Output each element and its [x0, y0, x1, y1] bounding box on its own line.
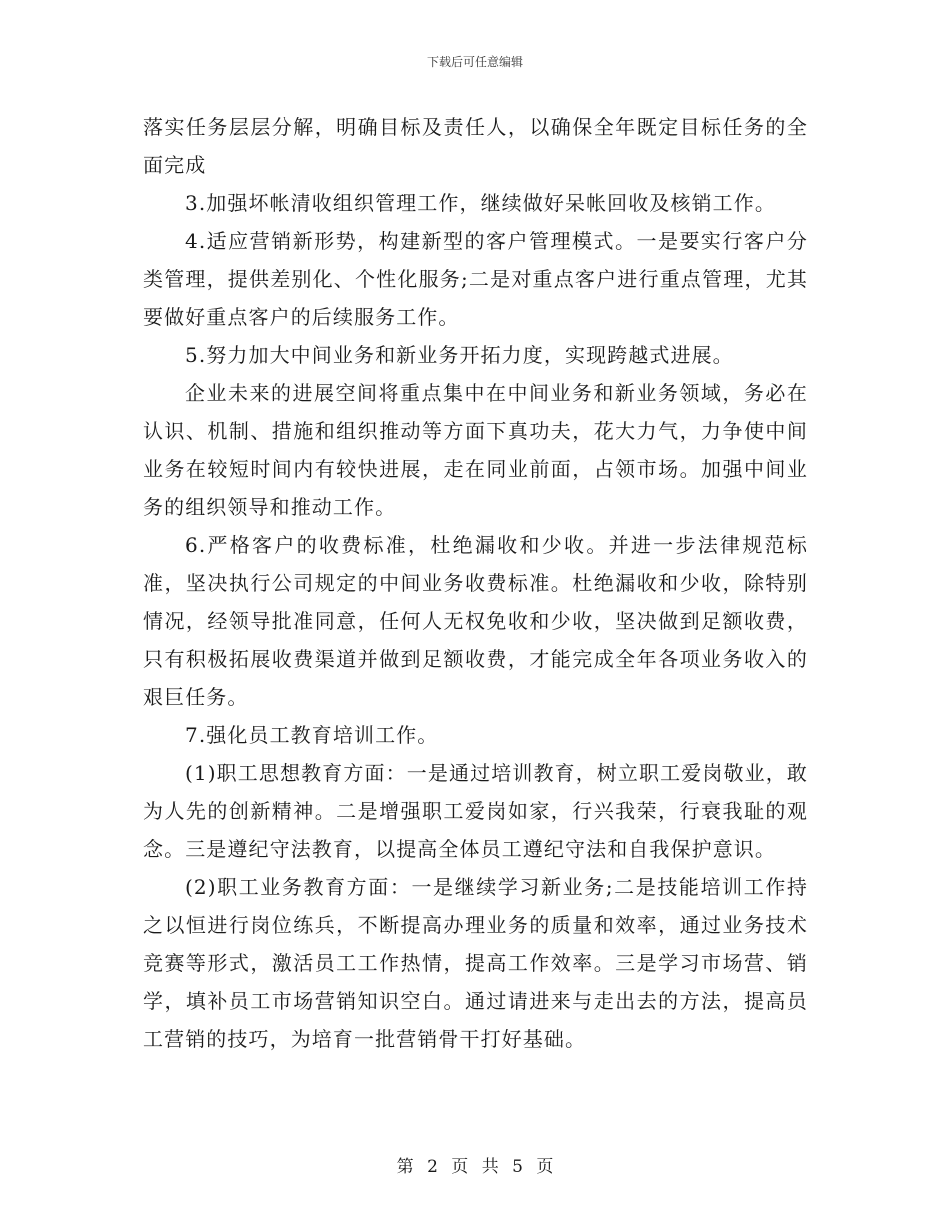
paragraph-item-6: 6.严格客户的收费标准，杜绝漏收和少收。并进一步法律规范标准，坚决执行公司规定的中间业务收费标准。杜绝漏收和少收，除特别情况，经领导批准同意，任何人无权免收和少收，坚决做到足额收费，只有积极拓展收费渠道并做到足额收费，才能完成全年各项业务收入的艰巨任务。	[143, 533, 808, 709]
paragraph-item-7-2: (2)职工业务教育方面：一是继续学习新业务;二是技能培训工作持之以恒进行岗位练兵，不断提高办理业务的质量和效率，通过业务技术竞赛等形式，激活员工工作热情，提高工作效率。三是学习市场营、销学，填补员工市场营销知识空白。通过请进来与走出去的方法，提高员工营销的技巧，为培育一批营销骨干打好基础。	[143, 875, 808, 1051]
page-number: 第 2 页 共 5 页	[396, 1157, 554, 1177]
paragraph-continuation: 落实任务层层分解，明确目标及责任人，以确保全年既定目标任务的全面完成	[143, 115, 808, 177]
paragraph-item-4: 4.适应营销新形势，构建新型的客户管理模式。一是要实行客户分类管理，提供差别化、个性化服务;二是对重点客户进行重点管理，尤其要做好重点客户的后续服务工作。	[143, 229, 808, 329]
paragraph-item-7-1: (1)职工思想教育方面：一是通过培训教育，树立职工爱岗敬业，敢为人先的创新精神。二是增强职工爱岗如家，行兴我荣，行衰我耻的观念。三是遵纪守法教育，以提高全体员工遵纪守法和自我保护意识。	[143, 761, 808, 861]
document-body	[143, 108, 808, 1058]
paragraph-item-5: 5.努力加大中间业务和新业务开拓力度，实现跨越式进展。	[185, 343, 734, 367]
paragraph-item-7: 7.强化员工教育培训工作。	[185, 723, 439, 747]
paragraph-item-5-detail: 企业未来的进展空间将重点集中在中间业务和新业务领域，务必在认识、机制、措施和组织推动等方面下真功夫，花大力气，力争使中间业务在较短时间内有较快进展，走在同业前面，占领市场。加强中间业务的组织领导和推动工作。	[143, 381, 808, 519]
page-header: 下载后可任意编辑	[426, 55, 523, 69]
paragraph-item-3: 3.加强坏帐清收组织管理工作，继续做好呆帐回收及核销工作。	[185, 191, 776, 215]
